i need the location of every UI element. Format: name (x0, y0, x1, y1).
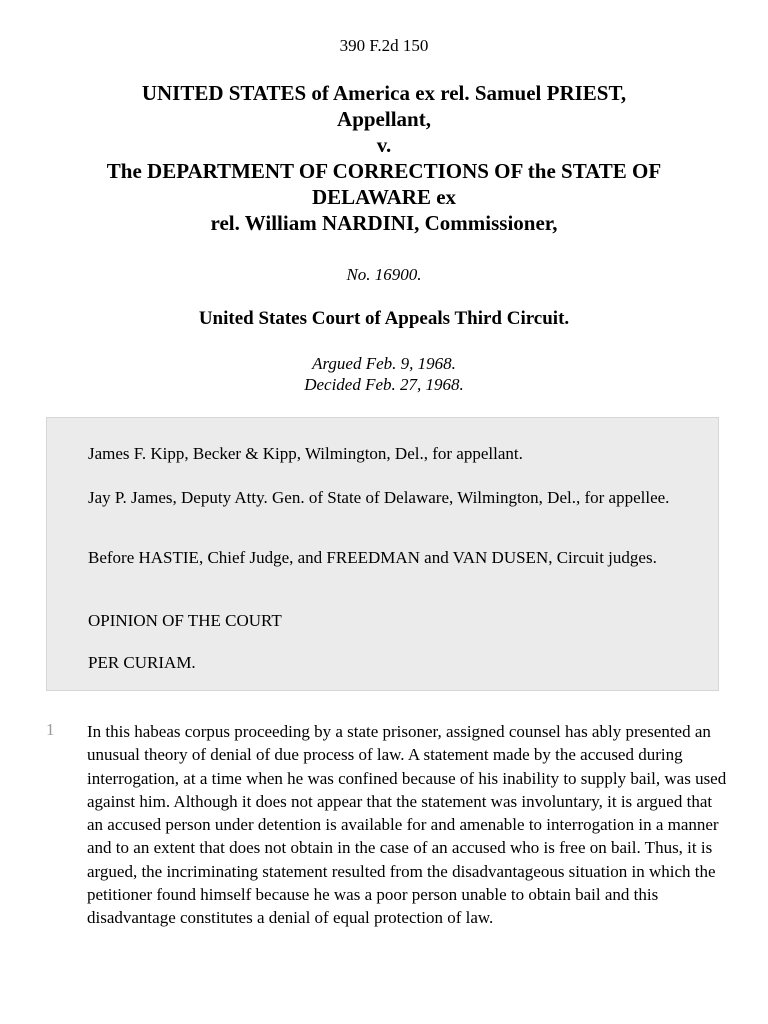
caption-line: DELAWARE ex (311, 185, 457, 209)
case-summary-panel (46, 417, 719, 691)
opinion-heading: OPINION OF THE COURT (88, 611, 282, 630)
decided-date: Decided Feb. 27, 1968. (304, 375, 464, 394)
case-citation: 390 F.2d 150 (339, 36, 429, 55)
caption-line: The DEPARTMENT OF CORRECTIONS OF the STATE OF (106, 159, 662, 183)
caption-line: v. (376, 133, 392, 157)
appellant-counsel: James F. Kipp, Becker & Kipp, Wilmington, Del., for appellant. (88, 444, 523, 463)
caption-line: rel. William NARDINI, Commissioner, (210, 211, 558, 235)
opinion-paragraph: In this habeas corpus proceeding by a state prisoner, assigned counsel has ably presented an unusual theory of denial of due process of law. A statement made by the accused during interrogation, at a time when he was confined because of his inability to supply bail, was used against him. Although it does not appear that the statement was involuntary, it is argued that an accused person under detention is available for and amenable to interrogation in a manner and to an extent that does not obtain in the case of an accused who is free on bail. Thus, it is argued, the incriminating statement resulted from the disadvantageous situation in which the petitioner found himself because he was a poor person unable to obtain bail and this disadvantage constitutes a denial of equal protection of law. (87, 722, 727, 928)
appellee-counsel: Jay P. James, Deputy Atty. Gen. of State of Delaware, Wilmington, Del., for appellee. (88, 488, 670, 507)
docket-number: No. 16900. (346, 265, 422, 284)
case-caption (20, 80, 748, 236)
per-curiam: PER CURIAM. (88, 653, 196, 672)
argued-date: Argued Feb. 9, 1968. (312, 354, 456, 373)
judges-panel: Before HASTIE, Chief Judge, and FREEDMAN and VAN DUSEN, Circuit judges. (88, 548, 657, 567)
caption-line: Appellant, (337, 107, 431, 131)
paragraph-number: 1 (46, 720, 55, 739)
caption-line: UNITED STATES of America ex rel. Samuel PRIEST, (141, 81, 627, 105)
case-dates (0, 353, 768, 395)
court-name: United States Court of Appeals Third Circuit. (198, 308, 570, 329)
